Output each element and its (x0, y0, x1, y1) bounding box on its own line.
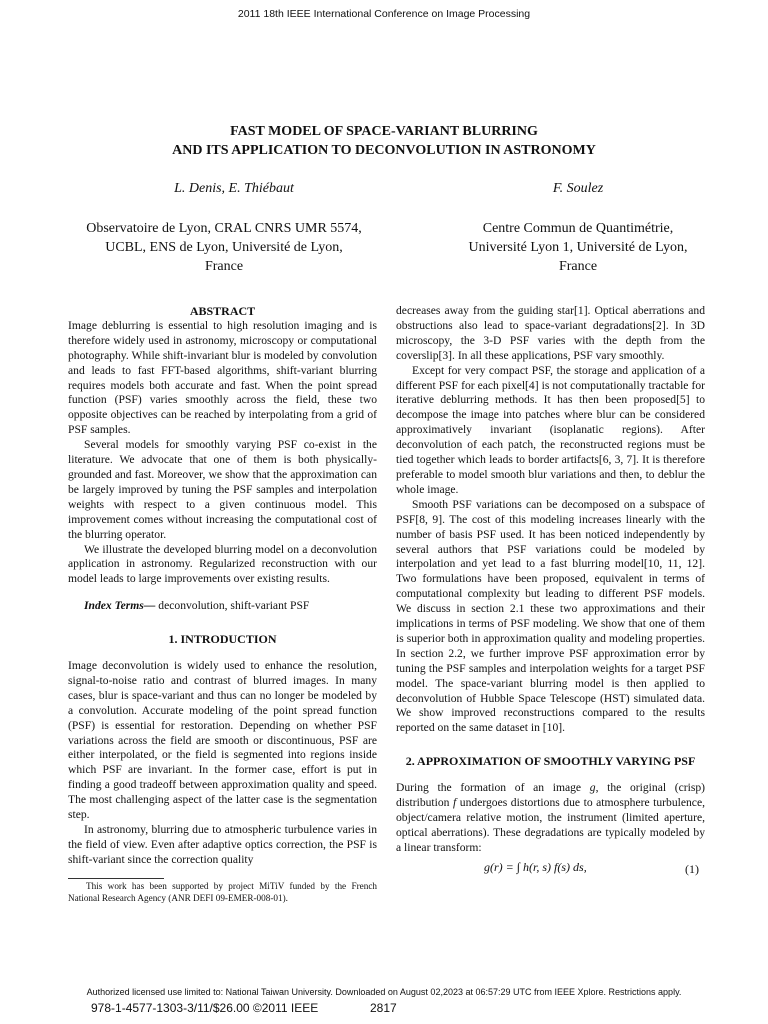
index-terms-label: Index Terms— (84, 599, 156, 613)
left-column (68, 304, 377, 904)
equation-number: (1) (685, 861, 699, 876)
footnote-rule (68, 878, 164, 879)
text-run: , the original (crisp) distribution (396, 781, 705, 810)
intro-heading: 1. INTRODUCTION (168, 632, 277, 647)
index-terms (68, 599, 377, 614)
text-run: During the formation of an image (396, 781, 590, 795)
math-symbol: g (589, 781, 596, 795)
body-paragraph: decreases away from the guiding star[1]. Optical aberrations and obstructions also lead to space-variant degradations[2]. In 3D microscopy, the 3-D PSF varies with the depth from the coverslip[3]. In all these applications, PSF vary smoothly. (396, 304, 705, 362)
affil-left-line: UCBL, ENS de Lyon, Université de Lyon, (105, 240, 343, 255)
affiliation-right (418, 219, 738, 276)
text-run: undergoes distortions due to atmosphere turbulence, object/camera relative motion, the instrument (limited aperture, optical aberrations). These degradations are typically modeled by a linear transform: (396, 796, 705, 854)
index-terms-text: deconvolution, shift-variant PSF (155, 599, 310, 613)
affil-left-line: Observatoire de Lyon, CRAL CNRS UMR 5574, (86, 221, 362, 236)
abstract-paragraph: Several models for smoothly varying PSF co-exist in the literature. We advocate that one of them is both physically-grounded and fast. Moreover, we show that the approximation can be largely improved by tuning the PSF samples and interpolation weights with respect to a given continuous model. This improvement comes without increasing the computational cost of the blurring operator. (68, 438, 377, 541)
license-notice: Authorized licensed use limited to: National Taiwan University. Downloaded on August 02,2023 at 06:57:29 UTC from IEEE Xplore. Restrictions apply. (86, 987, 682, 997)
body-paragraph: Except for very compact PSF, the storage and application of a different PSF for each pixel[4] is not computationally tractable for iterative deblurring methods. It has then been proposed[5] to decompose the image into patches where blur can be considered approximatively invariant (isoplanatic regions). After deconvolution of each patch, the reconstructed regions must be tied together which leads to border artifacts[6, 3, 7]. It is therefore preferable to model smooth blur variations and then, to deblur the whole image. (396, 363, 705, 496)
affiliation-left (64, 219, 384, 276)
affil-right-line: Centre Commun de Quantimétrie, (482, 221, 674, 236)
affil-left-line: France (204, 259, 244, 274)
affil-right-line: Université Lyon 1, Université de Lyon, (468, 240, 688, 255)
math-symbol: f (453, 796, 457, 810)
title-line-1: FAST MODEL OF SPACE-VARIANT BLURRING (230, 124, 538, 139)
right-column (396, 304, 705, 888)
authors-right: F. Soulez (552, 181, 604, 196)
equation-body: g(r) = ∫ h(r, s) f(s) ds, (484, 859, 587, 874)
equation-1 (396, 856, 705, 888)
authors-left: L. Denis, E. Thiébaut (174, 181, 294, 196)
page-number: 2817 (370, 1001, 397, 1015)
body-paragraph: Smooth PSF variations can be decomposed on a subspace of PSF[8, 9]. The cost of this modeling increases linearly with the number of basis PSF used. It has been noticed independently by several authors that PSF variations could be modeled by interpolation and yet lead to a fast blurring model[10, 11, 12]. Two formulations have been proposed, equivalent in terms of computational complexity but leading to different PSF models. We discuss in section 2.1 these two approximations and their implications in terms of PSF modeling. We show that one of them is superior both in approximation quality and modeling properties. In section 2.2, we further improve PSF approximation error by tuning the PSF samples and interpolation weights for a target PSF model. The space-variant blurring model is then applied to deconvolution of Hubble Space Telescope (HST) simulated data. We show improved reconstructions compared to the results reported on the same dataset in [10]. (396, 497, 705, 735)
footnote: This work has been supported by project MiTiV funded by the French National Research Agency (ANR DEFI 09-EMER-008-01). (68, 880, 377, 903)
title-line-2: AND ITS APPLICATION TO DECONVOLUTION IN ASTRONOMY (172, 143, 596, 158)
abstract-paragraph: We illustrate the developed blurring model on a deconvolution application in astronomy. Regularized reconstruction with our model leads to large improvements over existing results. (68, 542, 377, 586)
isbn-line: 978-1-4577-1303-3/11/$26.00 ©2011 IEEE (91, 1001, 319, 1015)
conference-header: 2011 18th IEEE International Conference on Image Processing (237, 8, 531, 20)
section-2-heading: 2. APPROXIMATION OF SMOOTHLY VARYING PSF (405, 754, 696, 769)
paper-title (0, 122, 768, 160)
intro-paragraph: Image deconvolution is widely used to enhance the resolution, signal-to-noise ratio and contrast of blurred images. In many cases, blur is space-variant and thus can no longer be modeled by a convolution. Accurate modeling of the point spread function (PSF) is essential for restoration. Depending on whether PSF variations across the field are smooth or discontinuous, PSF are either interpolated, or the field is segmented into regions inside which PSF are invariant. In the former case, effort is put in finding a good tradeoff between approximation quality and speed. The most challenging aspect of the latter case is the segmentation step. (68, 659, 377, 822)
affil-right-line: France (558, 259, 598, 274)
abstract-heading: ABSTRACT (189, 304, 256, 318)
abstract-paragraph: Image deblurring is essential to high resolution imaging and is therefore widely used in astronomy, microscopy or computational photography. While shift-invariant blur is modeled by convolution and leads to fast FFT-based algorithms, shift-variant blurring requires models both accurate and fast. When the point spread function (PSF) varies smoothly across the field, these two opposite objectives can be reached by interpolating from a grid of PSF samples. (68, 318, 377, 437)
section-2-paragraph (396, 781, 705, 856)
intro-paragraph: In astronomy, blurring due to atmospheric turbulence varies in the field of view. Even after adaptive optics correction, the PSF is shift-variant since the correction quality (68, 823, 377, 866)
